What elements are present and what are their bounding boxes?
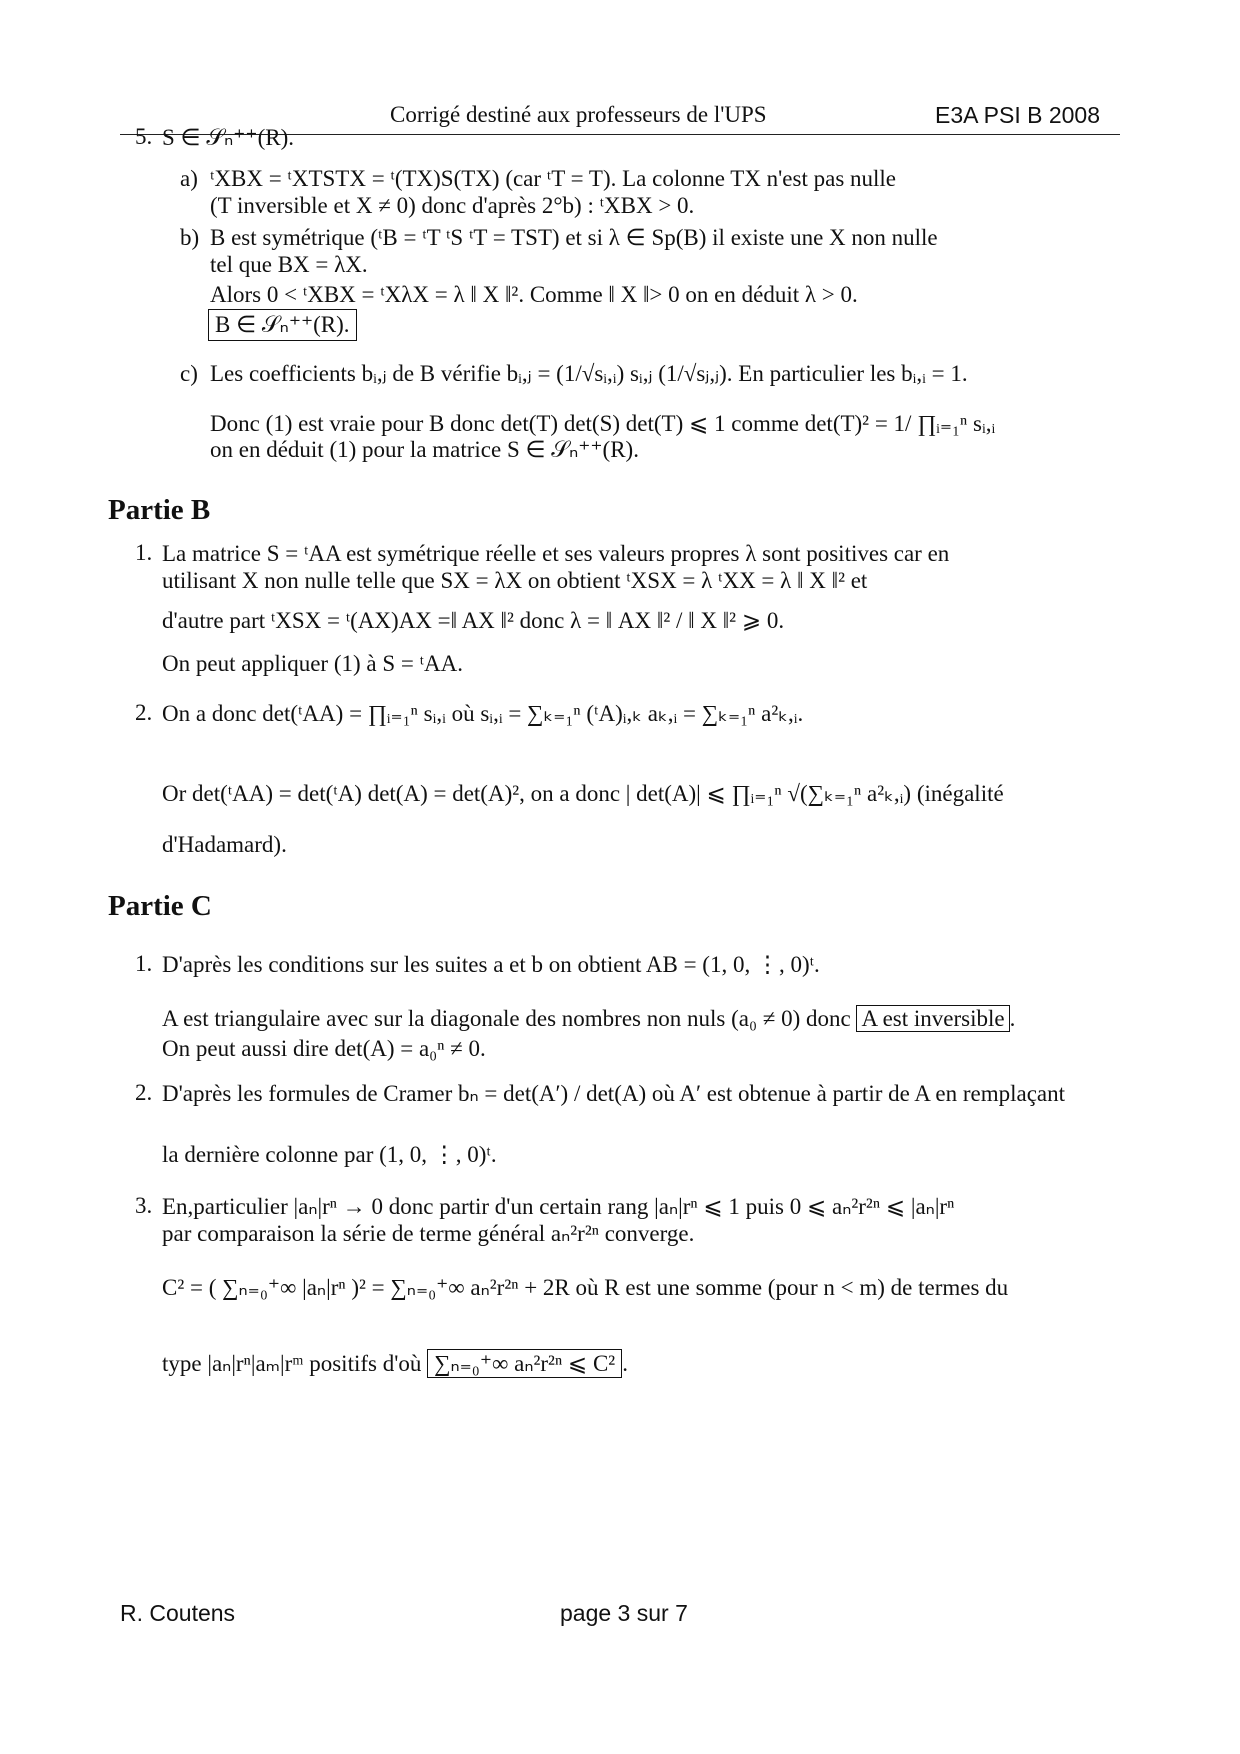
partb-item1-number: 1. bbox=[135, 540, 153, 565]
footer-author: R. Coutens bbox=[120, 1600, 236, 1626]
partb-item1-line1: La matrice S = ᵗAA est symétrique réelle et ses valeurs propres λ sont positives car en bbox=[162, 541, 950, 566]
partc-item2-line2: la dernière colonne par (1, 0, ⋮, 0)ᵗ. bbox=[162, 1142, 497, 1167]
partc-item1-line2 bbox=[162, 1005, 1015, 1033]
partc-item3-line4-end: . bbox=[622, 1351, 628, 1376]
partc-inversible-box: A est inversible bbox=[856, 1005, 1009, 1032]
partb-item1-line3: d'autre part ᵗXSX = ᵗ(AX)AX =‖ AX ‖² donc λ = ‖ AX ‖² / ‖ X ‖² ⩾ 0. bbox=[162, 608, 785, 633]
partb-item1-line4: On peut appliquer (1) à S = ᵗAA. bbox=[162, 651, 463, 676]
q5-a-line2: (T inversible et X ≠ 0) donc d'après 2°b) : ᵗXBX > 0. bbox=[210, 193, 695, 218]
q5-b-line2: tel que BX = λX. bbox=[210, 252, 368, 277]
partc-item3-line1: En,particulier |aₙ|rⁿ → 0 donc partir d'un certain rang |aₙ|rⁿ ⩽ 1 puis 0 ⩽ aₙ²r²ⁿ ⩽ |aₙ|rⁿ bbox=[162, 1194, 955, 1219]
partb-item2-line2: Or det(ᵗAA) = det(ᵗA) det(A) = det(A)², on a donc | det(A)| ⩽ ∏ᵢ₌₁ⁿ √(∑ₖ₌₁ⁿ a²ₖ,ᵢ) (inégalité bbox=[162, 781, 1004, 806]
section-title-partie-c: Partie C bbox=[108, 890, 212, 922]
partb-item2-line3: d'Hadamard). bbox=[162, 832, 287, 857]
partc-item1-line3: On peut aussi dire det(A) = a₀ⁿ ≠ 0. bbox=[162, 1036, 486, 1061]
q5-b-line3: Alors 0 < ᵗXBX = ᵗXλX = λ ‖ X ‖². Comme ‖ X ‖> 0 on en déduit λ > 0. bbox=[210, 282, 858, 307]
partb-item1-line2: utilisant X non nulle telle que SX = λX on obtient ᵗXSX = λ ᵗXX = λ ‖ X ‖² et bbox=[162, 568, 868, 593]
q5-title: S ∈ 𝒮ₙ⁺⁺(R). bbox=[162, 125, 294, 150]
partc-item3-number: 3. bbox=[135, 1193, 153, 1218]
partc-item3-line4-text: type |aₙ|rⁿ|aₘ|rᵐ positifs d'où bbox=[162, 1351, 422, 1376]
q5-c-line2: Donc (1) est vraie pour B donc det(T) det(S) det(T) ⩽ 1 comme det(T)² = 1/ ∏ᵢ₌₁ⁿ sᵢ,ᵢ bbox=[210, 411, 996, 436]
q5-b-line1: B est symétrique (ᵗB = ᵗT ᵗS ᵗT = TST) et si λ ∈ Sp(B) il existe une X non nulle bbox=[210, 225, 938, 250]
q5-a-line1: ᵗXBX = ᵗXTSTX = ᵗ(TX)S(TX) (car ᵗT = T). La colonne TX n'est pas nulle bbox=[210, 166, 897, 191]
q5-c-label: c) bbox=[180, 361, 198, 386]
partc-item3-line3: C² = ( ∑ₙ₌₀⁺∞ |aₙ|rⁿ )² = ∑ₙ₌₀⁺∞ aₙ²r²ⁿ + 2R où R est une somme (pour n < m) de termes du bbox=[162, 1275, 1009, 1300]
partc-item1-number: 1. bbox=[135, 951, 153, 976]
q5-number: 5. bbox=[135, 124, 153, 149]
header-title: Corrigé destiné aux professeurs de l'UPS bbox=[390, 102, 767, 127]
q5-b-label: b) bbox=[180, 225, 200, 250]
q5-a-label: a) bbox=[180, 166, 198, 191]
partc-item1-line1: D'après les conditions sur les suites a et b on obtient AB = (1, 0, ⋮, 0)ᵗ. bbox=[162, 952, 820, 977]
partc-item1-line2-text: A est triangulaire avec sur la diagonale des nombres non nuls (a₀ ≠ 0) donc bbox=[162, 1006, 851, 1031]
footer-page-number: page 3 sur 7 bbox=[560, 1600, 688, 1626]
q5-c-line1: Les coefficients bᵢ,ⱼ de B vérifie bᵢ,ⱼ = (1/√sᵢ,ᵢ) sᵢ,ⱼ (1/√sⱼ,ⱼ). En particulier les bᵢ,ᵢ = 1. bbox=[210, 361, 968, 386]
q5-c-line3: on en déduit (1) pour la matrice S ∈ 𝒮ₙ⁺⁺(R). bbox=[210, 437, 639, 462]
partb-item2-number: 2. bbox=[135, 700, 153, 725]
partc-item2-line1: D'après les formules de Cramer bₙ = det(A′) / det(A) où A′ est obtenue à partir de A en remplaçant bbox=[162, 1081, 1066, 1106]
partc-item3-line4 bbox=[162, 1350, 628, 1378]
header-exam: E3A PSI B 2008 bbox=[935, 102, 1100, 128]
partc-item3-line2: par comparaison la série de terme général aₙ²r²ⁿ converge. bbox=[162, 1221, 695, 1246]
partc-series-bound-box: ∑ₙ₌₀⁺∞ aₙ²r²ⁿ ⩽ C² bbox=[427, 1349, 622, 1378]
partc-item1-line2-end: . bbox=[1009, 1006, 1016, 1031]
section-title-partie-b: Partie B bbox=[108, 494, 211, 526]
partc-item2-number: 2. bbox=[135, 1080, 153, 1105]
partb-item2-line1: On a donc det(ᵗAA) = ∏ᵢ₌₁ⁿ sᵢ,ᵢ où sᵢ,ᵢ = ∑ₖ₌₁ⁿ (ᵗA)ᵢ,ₖ aₖ,ᵢ = ∑ₖ₌₁ⁿ a²ₖ,ᵢ. bbox=[162, 701, 804, 726]
q5-b-result-box: B ∈ 𝒮ₙ⁺⁺(R). bbox=[208, 309, 357, 341]
